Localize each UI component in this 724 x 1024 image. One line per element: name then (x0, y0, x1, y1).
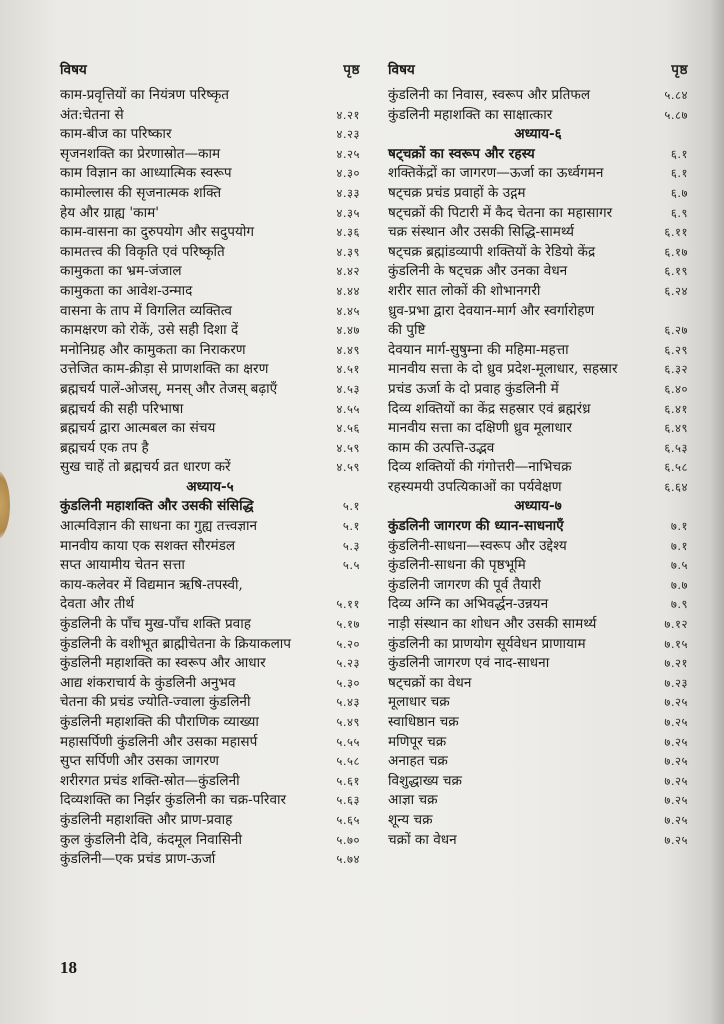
toc-entry (60, 693, 360, 713)
toc-entry (60, 576, 360, 596)
toc-entry (388, 517, 688, 537)
entry-page-number: ४.३५ (336, 205, 360, 220)
entry-title: काम-बीज का परिष्कार (60, 126, 172, 143)
entry-page-number: ५.१ (342, 519, 360, 534)
entry-title: वासना के ताप में विगलित व्यक्तित्व (60, 302, 232, 319)
header-subject: विषय (388, 62, 415, 78)
toc-entry (60, 537, 360, 557)
toc-entry (60, 497, 360, 517)
entry-page-number: ६.४० (664, 381, 688, 396)
entry-title: कुंडलिनी का निवास, स्वरूप और प्रतिफल (388, 87, 591, 103)
entry-page-number: ७.७ (670, 577, 688, 592)
entry-title: कुंडलिनी—एक प्रचंड प्राण-ऊर्जा (60, 851, 216, 868)
toc-entry (388, 164, 688, 184)
entry-page-number: ५.२३ (336, 656, 360, 671)
toc-entry (60, 595, 360, 615)
toc-entry (388, 713, 688, 733)
toc-entry (388, 458, 688, 478)
entry-page-number: ५.५ (342, 558, 360, 573)
toc-left-column (60, 60, 360, 870)
entry-title: नाड़ी संस्थान का शोधन और उसकी सामर्थ्य (388, 616, 597, 633)
entry-title: षट्चक्रों की पिटारी में कैद चेतना का महासागर (388, 204, 613, 221)
toc-entry (60, 713, 360, 733)
entry-title: षट्चक्रों का वेधन (388, 674, 472, 691)
toc-entry (388, 86, 688, 106)
toc-entry (60, 419, 360, 439)
entry-title: कुंडलिनी महाशक्ति का साक्षात्कार (388, 106, 553, 123)
header-subject: विषय (60, 62, 87, 78)
toc-entry (60, 400, 360, 420)
entry-title: हेय और ग्राह्य 'काम' (60, 204, 159, 221)
toc-entry (60, 458, 360, 478)
entry-title: काम विज्ञान का आध्यात्मिक स्वरूप (60, 165, 232, 182)
entry-page-number: ७.२५ (664, 754, 688, 769)
toc-entry (388, 811, 688, 831)
toc-entry (60, 556, 360, 576)
entry-page-number: ७.२५ (664, 695, 688, 710)
chapter-heading (388, 125, 688, 145)
toc-entry (60, 752, 360, 772)
entry-title: रहस्यमयी उपत्यिकाओं का पर्यवेक्षण (388, 478, 562, 495)
entry-page-number: ४.५९ (336, 440, 360, 455)
toc-entry (60, 380, 360, 400)
entry-title: सृजनशक्ति का प्रेरणास्रोत—काम (60, 145, 221, 162)
toc-header (60, 60, 360, 86)
toc-header (388, 60, 688, 86)
entry-page-number: ४.२१ (336, 107, 360, 122)
entry-page-number: ४.२५ (336, 146, 360, 161)
toc-entries (60, 86, 360, 870)
toc-entry (60, 262, 360, 282)
toc-entry (388, 145, 688, 165)
entry-page-number: ५.७४ (336, 852, 360, 867)
entry-page-number: ४.४२ (336, 264, 360, 279)
toc-entry (60, 204, 360, 224)
entry-page-number: ४.५५ (336, 401, 360, 416)
entry-page-number: ४.३३ (336, 185, 360, 200)
entry-title: मूलाधार चक्र (388, 694, 450, 711)
toc-entry (60, 517, 360, 537)
entry-page-number: ७.२५ (664, 793, 688, 808)
toc-entry (60, 654, 360, 674)
entry-title: ब्रह्मचर्य पालें-ओजस्, मनस् और तेजस् बढ़ाएँ (60, 380, 278, 397)
entry-title: षट्चक्रों का स्वरूप और रहस्य (388, 145, 535, 162)
entry-page-number: ६.५३ (664, 440, 688, 455)
thumb-holding-page (0, 470, 10, 540)
entry-title: काम-वासना का दुरुपयोग और सदुपयोग (60, 224, 255, 241)
toc-entry (388, 791, 688, 811)
entry-page-number: ४.४७ (336, 323, 360, 338)
toc-entry (388, 831, 688, 851)
toc-entry (388, 595, 688, 615)
entry-title: कुंडलिनी का प्राणयोग सूर्यवेधन प्राणायाम (388, 635, 586, 652)
toc-entries (388, 86, 688, 850)
toc-entry (388, 635, 688, 655)
entry-title: कुंडलिनी जागरण की पूर्व तैयारी (388, 576, 541, 593)
entry-page-number: ५.४३ (336, 695, 360, 710)
entry-page-number: ५.११ (336, 597, 360, 612)
entry-page-number: ५.८४ (664, 88, 688, 102)
toc-entry (388, 772, 688, 792)
toc-entry (60, 811, 360, 831)
toc-entry (60, 733, 360, 753)
entry-page-number: ४.२३ (336, 127, 360, 142)
entry-title: मणिपूर चक्र (388, 733, 447, 750)
toc-entry (60, 282, 360, 302)
toc-entry (60, 321, 360, 341)
entry-page-number: ५.७० (336, 832, 360, 847)
toc-entry (388, 341, 688, 361)
entry-page-number: ७.५ (670, 558, 688, 573)
entry-title: आत्मविज्ञान की साधना का गुह्य तत्त्वज्ञान (60, 518, 258, 535)
entry-title: चेतना की प्रचंड ज्योति-ज्वाला कुंडलिनी (60, 694, 251, 711)
entry-title: दिव्य अग्नि का अभिवर्द्धन-उन्नयन (388, 596, 549, 613)
toc-entry (60, 145, 360, 165)
toc-entry (388, 282, 688, 302)
entry-page-number: ७.१५ (664, 636, 688, 651)
entry-title: देवयान मार्ग-सुषुम्ना की महिमा-महत्ता (388, 341, 569, 358)
entry-page-number: ५.१ (342, 499, 360, 514)
entry-title: ब्रह्मचर्य द्वारा आत्मबल का संचय (60, 420, 216, 437)
toc-entry (60, 772, 360, 792)
entry-title: कुंडलिनी महाशक्ति और उसकी संसिद्धि (60, 498, 254, 515)
entry-title: अंत:चेतना से (60, 106, 124, 123)
chapter-title: अध्याय-५ (186, 478, 234, 495)
entry-page-number: ४.३९ (336, 244, 360, 259)
entry-page-number: ७.२५ (664, 832, 688, 847)
toc-entry (60, 831, 360, 851)
entry-title: कुल कुंडलिनी देवि, कंदमूल निवासिनी (60, 831, 242, 848)
entry-page-number: ६.४१ (664, 401, 688, 416)
page-number: 18 (60, 958, 77, 977)
entry-page-number: ६.१ (670, 146, 688, 161)
toc-entry (60, 164, 360, 184)
toc-entry (388, 302, 688, 322)
entry-title: षट्चक्र प्रचंड प्रवाहों के उद्गम (388, 184, 526, 201)
entry-page-number: ७.९ (670, 597, 688, 612)
entry-title: मनोनिग्रह और कामुकता का निराकरण (60, 341, 246, 358)
toc-entry (388, 556, 688, 576)
entry-page-number: ६.१७ (664, 244, 688, 259)
entry-page-number: ७.२३ (664, 675, 688, 690)
toc-entry (60, 341, 360, 361)
entry-title: सुख चाहें तो ब्रह्मचर्य व्रत धारण करें (60, 459, 231, 476)
page-edge-shadow (710, 0, 724, 1024)
toc-entry (388, 693, 688, 713)
entry-title: शून्य चक्र (388, 811, 433, 828)
entry-page-number: ६.२९ (664, 342, 688, 357)
entry-title: मानवीय काया एक सशक्त सौरमंडल (60, 537, 236, 554)
entry-title: चक्रों का वेधन (388, 831, 457, 848)
entry-title: कुंडलिनी जागरण की ध्यान-साधनाएँ (388, 518, 564, 535)
entry-page-number: ६.५८ (664, 460, 688, 475)
entry-page-number: ४.५३ (336, 381, 360, 396)
toc-entry (388, 223, 688, 243)
toc-entry (60, 184, 360, 204)
entry-page-number: ४.५९ (336, 460, 360, 475)
entry-page-number: ५.१७ (336, 617, 360, 632)
entry-title: की पुष्टि (388, 322, 426, 339)
entry-page-number: ७.१ (670, 519, 688, 534)
entry-title: स्वाधिष्ठान चक्र (388, 714, 459, 730)
toc-entry (388, 654, 688, 674)
entry-page-number: ६.१ (670, 166, 688, 181)
toc-entry (60, 791, 360, 811)
toc-entry (388, 615, 688, 635)
entry-title: कुंडलिनी-साधना—स्वरूप और उद्देश्य (388, 537, 567, 554)
entry-title: महासर्पिणी कुंडलिनी और उसका महासर्प (60, 733, 258, 750)
entry-page-number: ५.८७ (664, 107, 688, 122)
toc-entry (388, 674, 688, 694)
entry-title: आज्ञा चक्र (388, 792, 438, 809)
entry-title: शक्तिकेंद्रों का जागरण—ऊर्जा का ऊर्ध्वगमन (388, 165, 604, 182)
entry-title: कुंडलिनी महाशक्ति की पौराणिक व्याख्या (60, 714, 259, 730)
entry-title: सप्त आयामीय चेतन सत्ता (60, 557, 185, 574)
entry-title: मानवीय सत्ता के दो ध्रुव प्रदेश-मूलाधार, सहस्रार (388, 361, 618, 378)
entry-page-number: ४.३० (336, 166, 360, 181)
toc-entry (388, 321, 688, 341)
entry-page-number: ६.६४ (664, 479, 688, 494)
toc-entry (388, 106, 688, 126)
header-page: पृष्ठ (343, 62, 360, 78)
entry-page-number: ७.२१ (664, 656, 688, 671)
entry-page-number: ४.३६ (336, 225, 360, 240)
entry-page-number: ६.७ (670, 185, 688, 200)
toc-entry (388, 243, 688, 263)
entry-page-number: ५.२० (336, 636, 360, 651)
toc-entry (60, 302, 360, 322)
entry-page-number: ६.१९ (664, 264, 688, 279)
entry-page-number: ६.४९ (664, 421, 688, 436)
entry-page-number: ४.४९ (336, 342, 360, 357)
entry-page-number: ४.४५ (336, 303, 360, 318)
entry-page-number: ७.१ (670, 538, 688, 553)
entry-title: अनाहत चक्र (388, 753, 448, 770)
entry-title: चक्र संस्थान और उसकी सिद्धि-सामर्थ्य (388, 224, 575, 241)
entry-page-number: ५.५८ (336, 754, 360, 769)
entry-page-number: ५.३० (336, 675, 360, 690)
toc-entry (60, 615, 360, 635)
entry-title: काय-कलेवर में विद्यमान ऋषि-तपस्वी, (60, 576, 243, 593)
entry-title: ब्रह्मचर्य की सही परिभाषा (60, 400, 184, 417)
entry-title: दिव्यशक्ति का निर्झर कुंडलिनी का चक्र-परिवार (60, 792, 287, 809)
entry-title: कामोल्लास की सृजनात्मक शक्ति (60, 184, 222, 201)
entry-title: काम-प्रवृत्तियों का नियंत्रण परिष्कृत (60, 87, 230, 103)
toc-entry (388, 400, 688, 420)
toc-entry (60, 106, 360, 126)
entry-page-number: ५.६३ (336, 793, 360, 808)
entry-title: कुंडलिनी महाशक्ति और प्राण-प्रवाह (60, 811, 233, 828)
entry-title: सुप्त सर्पिणी और उसका जागरण (60, 753, 219, 770)
toc-entry (388, 439, 688, 459)
chapter-heading (60, 478, 360, 498)
entry-page-number: ५.६१ (336, 773, 360, 788)
toc-entry (60, 125, 360, 145)
entry-page-number: ७.१२ (664, 617, 688, 632)
toc-entry (388, 360, 688, 380)
entry-title: कामतत्त्व की विकृति एवं परिष्कृति (60, 243, 225, 260)
header-page: पृष्ठ (671, 62, 688, 78)
entry-title: आद्य शंकराचार्य के कुंडलिनी अनुभव (60, 674, 236, 691)
entry-page-number: ६.३२ (664, 362, 688, 377)
entry-title: शरीर सात लोकों की शोभानगरी (388, 282, 541, 299)
entry-page-number: ६.२४ (664, 283, 688, 298)
toc-entry (60, 635, 360, 655)
entry-title: कुंडलिनी के पाँच मुख-पाँच शक्ति प्रवाह (60, 616, 251, 633)
toc-entry (60, 439, 360, 459)
toc-entry (60, 223, 360, 243)
toc-entry (388, 733, 688, 753)
toc-entry (388, 576, 688, 596)
entry-page-number: ४.४४ (336, 283, 360, 298)
toc-entry (388, 752, 688, 772)
entry-title: दिव्य शक्तियों की गंगोत्तरी—नाभिचक्र (388, 459, 572, 476)
entry-page-number: ५.४९ (336, 715, 360, 729)
entry-page-number: ५.६५ (336, 812, 360, 827)
toc-entry (60, 86, 360, 106)
entry-page-number: ७.२५ (664, 715, 688, 729)
entry-page-number: ७.२५ (664, 773, 688, 788)
entry-title: मानवीय सत्ता का दक्षिणी ध्रुव मूलाधार (388, 420, 572, 437)
entry-title: कुंडलिनी के षट्चक्र और उनका वेधन (388, 263, 568, 280)
entry-title: ब्रह्मचर्य एक तप है (60, 439, 149, 456)
toc-entry (388, 478, 688, 498)
toc-entry (60, 360, 360, 380)
toc-entry (388, 380, 688, 400)
toc-entry (388, 262, 688, 282)
toc-entry (388, 204, 688, 224)
toc-entry (60, 850, 360, 870)
entry-page-number: ४.५१ (336, 362, 360, 377)
entry-page-number: ५.३ (342, 538, 360, 553)
entry-title: काम की उत्पत्ति-उद्भव (388, 439, 495, 456)
toc-right-column (388, 60, 688, 850)
entry-page-number: ६.९ (670, 205, 688, 220)
toc-entry (388, 184, 688, 204)
toc-entry (60, 243, 360, 263)
entry-title: कुंडलिनी-साधना की पृष्ठभूमि (388, 557, 526, 574)
entry-title: कुंडलिनी महाशक्ति का स्वरूप और आधार (60, 655, 266, 672)
entry-title: शरीरगत प्रचंड शक्ति-स्रोत—कुंडलिनी (60, 772, 240, 789)
entry-page-number: ५.५५ (336, 734, 360, 749)
entry-title: कुंडलिनी के वशीभूत ब्राह्मीचेतना के क्रियाकलाप (60, 635, 292, 652)
chapter-heading (388, 497, 688, 517)
entry-title: कामुकता का आवेश-उन्माद (60, 282, 193, 299)
entry-page-number: ७.२५ (664, 812, 688, 827)
entry-title: कामक्षरण को रोकें, उसे सही दिशा दें (60, 322, 239, 339)
entry-title: विशुद्धाख्य चक्र (388, 772, 462, 789)
entry-title: देवता और तीर्थ (60, 596, 135, 613)
entry-title: दिव्य शक्तियों का केंद्र सहस्रार एवं ब्रह्मरंध्र (388, 400, 591, 417)
entry-page-number: ६.२७ (664, 323, 688, 338)
entry-title: उत्तेजित काम-क्रीड़ा से प्राणशक्ति का क्षरण (60, 361, 269, 378)
entry-page-number: ४.५६ (336, 421, 360, 436)
toc-entry (60, 674, 360, 694)
toc-entry (388, 537, 688, 557)
entry-title: कुंडलिनी जागरण एवं नाद-साधना (388, 655, 550, 672)
entry-title: कामुकता का भ्रम-जंजाल (60, 263, 182, 280)
chapter-title: अध्याय-७ (514, 498, 562, 515)
entry-title: षट्चक्र ब्रह्मांडव्यापी शक्तियों के रेडियो केंद्र (388, 243, 596, 260)
entry-title: प्रचंड ऊर्जा के दो प्रवाह कुंडलिनी में (388, 380, 559, 397)
entry-page-number: ७.२५ (664, 734, 688, 749)
entry-page-number: ६.११ (664, 225, 688, 240)
entry-title: ध्रुव-प्रभा द्वारा देवयान-मार्ग और स्वर्गारोहण (388, 302, 595, 319)
toc-entry (388, 419, 688, 439)
chapter-title: अध्याय-६ (514, 126, 562, 143)
